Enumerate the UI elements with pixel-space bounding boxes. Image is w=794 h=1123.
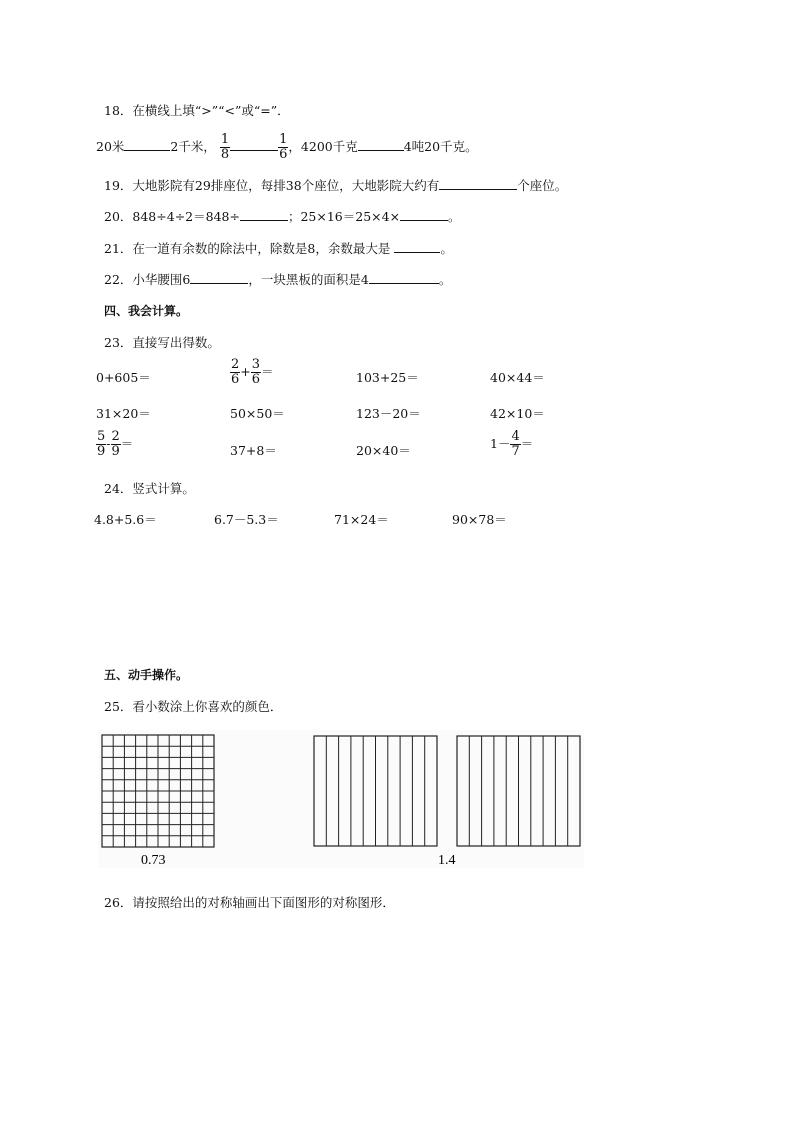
q23-r2-c1: 31×20＝ xyxy=(96,406,151,421)
q22-blank-1[interactable] xyxy=(190,271,248,284)
q18-blank-1[interactable] xyxy=(124,138,170,151)
q23-r3-c2: 37+8＝ xyxy=(230,443,277,458)
q23-r2-c3: 123－20＝ xyxy=(356,406,421,421)
q24-item-3: 71×24＝ xyxy=(334,512,389,527)
section-4-heading: 四、我会计算。 xyxy=(104,304,189,318)
q22: 22．小华腰围6 ，一块黑板的面积是4 。 xyxy=(104,272,452,287)
q23-r3-c3: 20×40＝ xyxy=(356,443,411,458)
q22-blank-2[interactable] xyxy=(369,271,439,284)
q24-item-4: 90×78＝ xyxy=(452,512,507,527)
q18-line: 20米 2千米， $\frac{1}{8}$ $\frac{1}{6}$ ，4200千克 4吨20千克。 xyxy=(96,132,478,162)
q23-r3-frac2: 1－ $\frac{4}{7}$ ＝ xyxy=(490,429,534,459)
q21-blank[interactable] xyxy=(394,240,440,253)
q25-title: 25．看小数涂上你喜欢的颜色． xyxy=(104,699,283,714)
q20: 20．848÷4÷2＝848÷ ；25×16＝25×4× 。 xyxy=(104,209,461,224)
label-1-4: 1.4 xyxy=(438,853,456,868)
q23-r1-c3: 103+25＝ xyxy=(356,370,419,385)
q18-blank-3[interactable] xyxy=(358,138,404,151)
q24-title: 24．竖式计算。 xyxy=(104,481,195,496)
q19-blank[interactable] xyxy=(439,177,517,190)
q18-title: 18．在横线上填“>”“<”或“=”． xyxy=(104,103,290,118)
q23-r3-frac1: $\frac{5}{9}$ - $\frac{2}{9}$ ＝ xyxy=(97,429,134,459)
q24-item-2: 6.7－5.3＝ xyxy=(214,512,279,527)
fraction-1-8: $\frac{1}{8}$ xyxy=(220,132,230,162)
q24-item-1: 4.8+5.6＝ xyxy=(94,512,157,527)
q23-r1-c1: 0+605＝ xyxy=(96,370,151,385)
q19: 19．大地影院有29排座位，每排38个座位，大地影院大约有 个座位。 xyxy=(104,178,568,193)
fraction-1-6: $\frac{1}{6}$ xyxy=(279,132,288,162)
q23-r1-frac: $\frac{2}{6}$ + $\frac{3}{6}$ ＝ xyxy=(231,357,274,387)
q23-r2-c2: 50×50＝ xyxy=(230,406,285,421)
q23-r2-c4: 42×10＝ xyxy=(490,406,545,421)
q20-blank-1[interactable] xyxy=(240,208,288,221)
label-0-73: 0.73 xyxy=(141,853,166,868)
q21: 21．在一道有余数的除法中，除数是8，余数最大是 。 xyxy=(104,241,453,256)
section-5-heading: 五、动手操作。 xyxy=(104,668,189,682)
q23-title: 23．直接写出得数。 xyxy=(104,335,220,350)
q18-blank-2[interactable] xyxy=(230,138,278,151)
q23-r1-c4: 40×44＝ xyxy=(490,370,545,385)
decimal-shading-figure xyxy=(96,730,586,872)
q26-title: 26．请按照给出的对称轴画出下面图形的对称图形． xyxy=(104,895,395,910)
q20-blank-2[interactable] xyxy=(400,208,448,221)
